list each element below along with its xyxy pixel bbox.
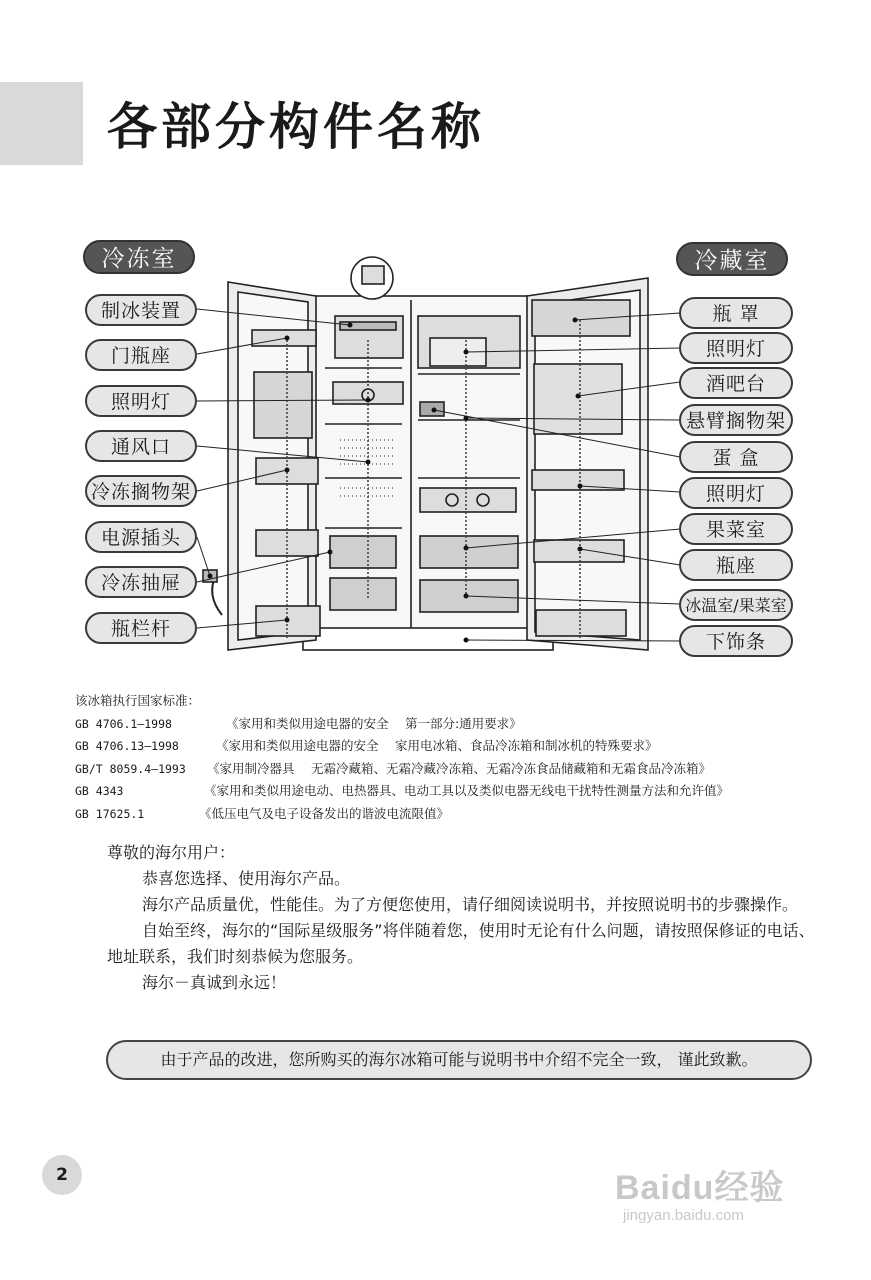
standard-row [75,780,730,803]
label-freezer-drawer: 冷冻抽屉 [85,566,197,598]
label-egg-tray: 蛋 盒 [679,441,793,473]
letter-slogan: 海尔－真诚到永远！ [142,973,287,992]
letter-paragraph: 自始至终，海尔的“国际星级服务”将伴随着您，使用时无论有什么问题，请按照保修证的电话、地址联系，我们时刻恭候为您服务。 [107,921,815,966]
standards-heading: 该冰箱执行国家标准： [75,693,201,708]
standard-row [75,803,450,826]
label-power-plug: 电源插头 [85,521,197,553]
label-crisper: 果菜室 [679,513,793,545]
label-bar-counter: 酒吧台 [679,367,793,399]
standard-title: 《家用制冷器具 无霜冷藏箱、无霜冷藏冷冻箱、无霜冷冻食品储藏箱和无霜食品冷冻箱》 [207,760,711,776]
standard-title: 《家用和类似用途电器的安全 第一部分:通用要求》 [226,715,522,731]
standard-code: GB 4706.1—1998 [75,716,172,731]
standard-title: 《低压电气及电子设备发出的谐波电流限值》 [199,805,450,821]
label-cantilever-shelf: 悬臂搁物架 [679,404,793,436]
label-bottle-cover: 瓶 罩 [679,297,793,329]
page-title: 各部分构件名称 [107,98,485,156]
watermark-url: jingyan.baidu.com [623,1207,744,1224]
label-ice-maker: 制冰装置 [85,294,197,326]
standard-title: 《家用和类似用途电动、电热器具、电动工具以及类似电器无线电干扰特性测量方法和允许值》 [204,783,730,798]
label-bottle-holder: 瓶座 [679,549,793,581]
letter-paragraph: 海尔产品质量优，性能佳。为了方便您使用，请仔细阅读说明书，并按照说明书的步骤操作。 [142,895,799,914]
standard-row [75,735,658,758]
watermark [615,1160,784,1224]
freezer-section-label: 冷冻室 [83,240,195,274]
label-bottom-trim: 下饰条 [679,625,793,657]
standard-code: GB 4343 [75,784,124,798]
standard-code: GB 4706.13—1998 [75,739,179,753]
crisper-1 [420,536,518,568]
label-freezer-shelf: 冷冻搁物架 [85,475,197,507]
watermark-brand: Baidu经验 [615,1169,785,1207]
freezer-drawer-1 [330,536,396,568]
standard-code: GB 17625.1 [75,806,145,821]
label-freezer-light: 照明灯 [85,385,197,417]
label-door-bottle-rack: 门瓶座 [85,339,197,371]
label-chill-crisper: 冰温室/果菜室 [679,589,793,621]
standard-row [75,758,711,781]
standard-row [75,713,522,736]
bottom-trim [303,628,553,650]
standards-list [75,690,730,825]
fridge-section-label: 冷藏室 [676,242,788,276]
page-number: 2 [42,1155,82,1195]
standard-title: 《家用和类似用途电器的安全 家用电冰箱、食品冷冻箱和制冰机的特殊要求》 [216,738,658,753]
label-bottle-rail: 瓶栏杆 [85,612,197,644]
label-air-vent: 通风口 [85,430,197,462]
product-change-notice: 由于产品的改进，您所购买的海尔冰箱可能与说明书中介绍不完全一致， 谨此致歉。 [106,1040,812,1080]
letter-paragraph: 恭喜您选择、使用海尔产品。 [142,869,351,888]
label-fridge-light-middle: 照明灯 [679,477,793,509]
letter-salutation: 尊敬的海尔用户： [107,843,236,862]
label-fridge-light-top: 照明灯 [679,332,793,364]
standard-code: GB/T 8059.4—1993 [75,761,186,776]
freezer-drawer-2 [330,578,396,610]
letter-to-users [107,840,815,996]
